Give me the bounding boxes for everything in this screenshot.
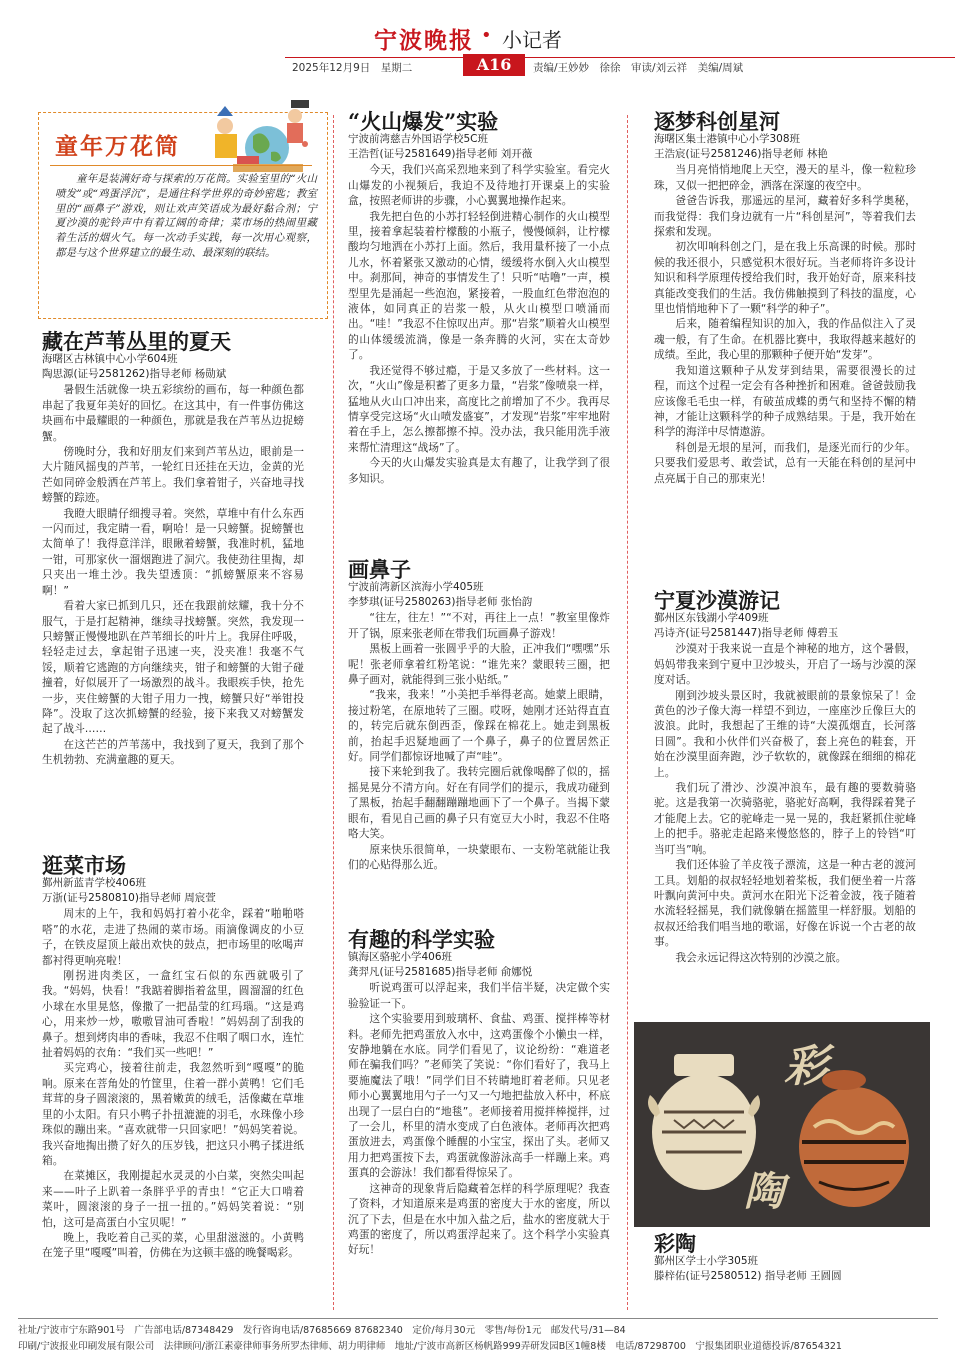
article-title: 有趣的科学实验	[348, 927, 495, 952]
footer-printing: 印刷/宁波报业印刷发展有限公司 法律顾问/浙江素豪律师事务所罗杰律师、胡力明律师 地址/宁波市高新区杨帆路999弄研发园B区1幢8楼 电话/87298700 宁报集团职业道德投诉/87654321	[18, 1341, 842, 1352]
paragraph: 我先把白色的小苏打轻轻倒进精心制作的火山模型里，接着拿起装着柠檬酸的小瓶子，慢慢倾斜，让柠檬酸均匀地洒在小苏打上面。然后，我用量杯接了一小点儿水，怀着紧张又激动的心情，缓缓将水倒入火山模型中。刹那间，神奇的事情发生了！只听“咕噜”一声，模型里先是涌起一些泡泡，紧接着，一股血红色带泡泡的液体，如同真正的岩浆一般，从火山模型口喷涌而出。“哇！”我忍不住惊叹出声。那“岩浆”顺着火山模型的山体缓缓流淌，像是一条奔腾的火河，实在太奇妙了。	[348, 209, 610, 362]
children-globe-illustration	[195, 86, 320, 181]
article-title: 逐梦科创星河	[654, 109, 780, 134]
paragraph: 接下来轮到我了。我转完圈后就像喝醉了似的，摇摇晃晃分不清方向。好在有同学们的提示，我成功碰到了黑板，抬起手翻翻蹦蹦地画下了一个鼻子。当揭下蒙眼布，看见自己画的鼻子只有宽豆大小时，我忍不住咯咯大笑。	[348, 765, 610, 841]
editors-credit: 责编/王妙妙 徐徐 审读/刘云祥 美编/周斌	[533, 62, 744, 74]
article-science-stars	[654, 109, 916, 486]
paragraph: 我会永远记得这次特别的沙漠之旅。	[675, 950, 847, 964]
article-volcano-experiment	[348, 109, 610, 486]
column-rule-1	[333, 115, 334, 1310]
paragraph: 今天，我们兴高采烈地来到了科学实验室。看完火山爆发的小视频后，我迫不及待地打开课桌上的实验盒，按照老师讲的步骤，小心翼翼地操作起来。	[348, 163, 610, 208]
issue-date: 2025年12月9日 星期二	[292, 62, 413, 74]
paragraph: 买完鸡心，接着往前走，我忽然听到“嘎嘎”的脆响。原来在菩角处的竹筐里，住着一群小黄鸭！它们毛茸茸的身子圆滚滚的，黑着嫩黄的绒毛，活像藏在草堆里的小太阳。有只小鸭子扑扭漉漉的羽毛，水珠像小珍珠似的蹦出来。“喜欢就带一只回家吧！”妈妈笑着说。我兴奋地掏出攒了好久的压岁钱，把这只小鸭子揉进纸箱。	[42, 1061, 304, 1167]
article-ningxia-desert	[654, 588, 916, 965]
article-science-experiment	[348, 927, 610, 1258]
art-char-tao: 陶	[744, 1168, 784, 1215]
paragraph: 暑假生活就像一块五彩缤纷的画布，每一种颜色都串起了我夏年美好的回忆。在这其中，有一件事仿佛这块画布中最耀眼的一种颜色，那就是我在芦苇丛边捉螃蟹。	[42, 383, 304, 443]
paragraph: 黑板上画着一张圆乎乎的大脸，正冲我们“嘿嘿”乐呢！张老师拿着红粉笔说：“谁先来？蒙眼转三圈，把鼻子画对，就能得到三张小贴纸。”	[348, 642, 610, 687]
article-school: 鄞州区东钱湖小学409班	[654, 612, 769, 625]
paragraph: 在菜摊区，我刚提起水灵灵的小白菜，突然尖叫起来——叶子上趴着一条胖乎乎的青虫！“它正大口啃着菜叶，圆滚滚的身子一扭一扭的。”妈妈笑着说：“别怕，这可是高蛋白小宝贝呢！”	[42, 1169, 304, 1229]
article-vegetable-market	[42, 853, 304, 1261]
art-school: 鄞州区学士小学305班	[654, 1255, 759, 1268]
paragraph: 沙漠对于我来说一直是个神秘的地方，这个暑假，妈妈带我来到宁夏中卫沙坡头，开启了一场与沙漠的深度对话。	[654, 642, 916, 687]
paragraph: 我知道这颗种子从发芽到结果，需要很漫长的过程，而这个过程一定会有各种挫折和困难。爸爸鼓励我应该像毛毛虫一样，有破茧成蝶的勇气和坚持不懈的精神，才能让这颗科学的种子成熟结果。于是，我开始在科学的海洋中尽情遨游。	[654, 363, 916, 439]
masthead-logo: 宁波晚报	[374, 27, 474, 54]
article-reed-summer	[42, 329, 304, 768]
art-credit	[654, 1231, 916, 1284]
paragraph: 看着大家已抓到几只，还在我跟前炫耀，我十分不服气，于是打起精神，继续寻找螃蟹。突然，我发现一只螃蟹正慢慢地趴在芦苇细长的叶片上。我屏住呼吸，轻轻走过去，拿起钳子迅速一夹，没夹准！我毫不气馁，顺着它逃跑的方向继续夹，钳子和螃蟹的大钳子碰撞着，好似展开了一场激烈的战斗。我眼疾手快，抢先一步，夹住螃蟹的大钳子用力一拽，螃蟹只好“举钳投降”。没取了这次抓螃蟹的经验，接下来我又对螃蟹发起了战斗……	[42, 599, 304, 736]
article-draw-nose	[348, 557, 610, 872]
paragraph: 初次叩响科创之门，是在我上乐高课的时候。那时候的我还很小，只感觉积木很好玩。当老师将许多设计知识和科学原理传授给我们时，我开始好奇，原来科技真能改变我们的生活。我仿佛触摸到了科技的温度，心里也悄悄地种下了一颗“科学的种子”。	[654, 240, 916, 316]
intro-title: 童年万花筒	[55, 133, 180, 160]
page-number: A16	[463, 54, 525, 76]
article-school: 镇海区骆驼小学406班	[348, 951, 453, 964]
art-title: 彩陶	[654, 1231, 696, 1256]
paragraph: 我们还体验了羊皮筏子漂流，这是一种古老的渡河工具。划船的叔叔轻轻地划着桨板，我们便坐着一片落叶飘向黄河中央。黄河水在阳光下泛着金波，筏子随着水流轻轻摇晃，我们就像躺在摇篮里一样舒服。划船的叔叔还给我们唱当地的歌谣，好像在诉说一个古老的故事。	[654, 858, 916, 949]
article-author: 王浩哲(证号2581649)指导老师 刘开薇	[348, 148, 533, 161]
paragraph: 当月亮悄悄地爬上天空，漫天的星斗，像一粒粒珍珠，又似一把把碎金，洒落在深邃的夜空中。	[654, 163, 916, 192]
paragraph: 科创是无垠的星河，而我们，是逐光而行的少年。只要我们爱思考、敢尝试，总有一天能在科创的星河中点亮属于自己的那束光！	[654, 440, 916, 485]
paragraph: 晚上，我吃着自己买的菜，心里甜滋滋的。小黄鸭在笼子里“嘎嘎”叫着，仿佛在为这顿丰盛的晚餐喝彩。	[42, 1230, 304, 1260]
paragraph: 听说鸡蛋可以浮起来，我们半信半疑，决定做个实验验证一下。	[348, 981, 610, 1010]
article-author: 李梦琪(证号2580263)指导老师 张怡韵	[348, 596, 533, 609]
intro-divider	[50, 165, 312, 166]
article-title: 宁夏沙漠游记	[654, 588, 780, 613]
art-char-cai: 彩	[784, 1041, 828, 1092]
paragraph: 这个实验要用到玻璃杯、食盐、鸡蛋、搅拌棒等材料。老师先把鸡蛋放入水中，这鸡蛋像个小懒虫一样，安静地躺在水底。同学们看见了，议论纷纷：“难道老师在骗我们吗？”老师笑了笑说：“你们看好了，我马上要施魔法了哦！”同学们目不转睛地盯着老师。只见老师小心翼翼地用勺子一勺又一勺地把盐放入杯中，杯底出现了一层白白的“地毯”。老师接着用搅拌棒搅拌，过了一会儿，杯里的清水变成了白色液体。老师再次把鸡蛋放进去，鸡蛋像个睡醒的小宝宝，探出了头。老师又用力把鸡蛋按下去，鸡蛋就像游泳高手一样蹦上来。鸡蛋真的会游泳！我们都看得惊呆了。	[348, 1012, 610, 1180]
paragraph: 刚到沙坡头景区时，我就被眼前的景象惊呆了！金黄色的沙子像大海一样望不到边，一座座沙丘像巨大的波浪。此时，我想起了王维的诗“大漠孤烟直，长河落日圆”。我和小伙伴们兴奋极了，套上亮色的鞋套，开始在沙漠里面奔跑，沙子软软的，就像踩在细细的棉花上。	[654, 688, 916, 779]
paragraph: 这神奇的现象背后隐藏着怎样的科学原理呢？我查了资料，才知道原来是鸡蛋的密度大于水的密度，所以沉了下去，但是在水中加入盐之后，盐水的密度就大于鸡蛋的密度了，所以鸡蛋浮起来了。这个科学小实验真好玩！	[348, 1181, 610, 1257]
article-school: 鄞州新蓝青学校406班	[42, 877, 147, 890]
header-rule	[285, 57, 955, 58]
column-name: 小记者	[502, 28, 562, 52]
article-school: 海曙区集士港镇中心小学308班	[654, 133, 801, 146]
article-school: 宁波前湾慈吉外国语学校5C班	[348, 133, 489, 146]
article-school: 海曙区古林镇中心小学604班	[42, 353, 178, 366]
art-author: 滕梓佑(证号2580512) 指导老师 王圆圆	[654, 1270, 842, 1283]
article-author: 龚羿凡(证号2581685)指导老师 俞娜悦	[348, 966, 533, 979]
paragraph: 我们玩了滑沙、沙漠冲浪车，最有趣的要数骑骆驼。这是我第一次骑骆驼，骆驼好高啊，我得踩着凳子才能爬上去。它的驼峰走一晃一晃的，我赶紧抓住驼峰上的把手。骆驼走起路来慢悠悠的，脖子上的铃铛“叮当叮当”响。	[654, 781, 916, 856]
painted-pottery-artwork	[634, 1022, 930, 1227]
paragraph: 后来，随着编程知识的加入，我的作品似注入了灵魂一般，有了生命。在机器比赛中，我取得越来越好的成绩。至此，我心里的那颗种子便开始“发芽”。	[654, 317, 916, 362]
paragraph: 刚拐进肉类区，一盒红宝石似的东西就吸引了我。“妈妈，快看！”我踮着脚指着盆里，圆溜溜的红色小球在水里晃悠，像撒了一把晶莹的红玛瑙。“这是鸡心，用来炒一炒，嗷嗷冒油可香啦！”妈妈刮了刮我的鼻子。想到烤肉串的香味，我忍不住咽了咽口水，连忙扯着妈妈的衣角：“我们买一些吧！”	[42, 969, 304, 1060]
paragraph: 在这芒芒的芦苇荡中，我找到了夏天，我到了那个生机勃勃、充满童趣的夏天。	[42, 737, 304, 767]
article-title: 画鼻子	[348, 557, 411, 582]
paragraph: 我瞪大眼睛仔细搜寻着。突然，草堆中有什么东西一闪而过，我定睛一看，啊哈！是一只螃蟹。捉螃蟹也太简单了！我得意洋洋，眼瞅着螃蟹，我准时机，猛地一钳，可那家伙一溜烟跑进了洞穴。我使劲往里掏，却只夹出一堆土沙。我失望透顶：“抓螃蟹原来不容易啊！”	[42, 506, 304, 597]
paragraph: 傍晚时分，我和好朋友们来到芦苇丛边，眼前是一大片随风摇曳的芦苇，一轮红日还挂在天边，金黄的光芒如同碎金般洒在芦苇上。我们拿着钳子，兴奋地寻找螃蟹的踪迹。	[42, 445, 304, 505]
article-title: “火山爆发”实验	[348, 109, 499, 134]
intro-text: 童年是装满好奇与探索的万花筒。实验室里的“火山喷发”或“鸡蛋浮沉”，是通往科学世界的奇妙密匙；教室里的“画鼻子”游戏，则让欢声笑语成为最好黏合剂；宁夏沙漠的驼铃声中有着辽阔的奇律；菜市场的热闹里藏着生活的烟火气。每一次动手实践，每一次用心观察，都是与这个世界建立的最生动、最深刻的联结。	[55, 173, 317, 259]
article-author: 王浩宸(证号2581246)指导老师 林艳	[654, 148, 828, 161]
footer-rule	[18, 1318, 938, 1319]
paragraph: “往左，往左！”“不对，再往上一点！”教室里像炸开了锅，原来张老师在带我们玩画鼻子游戏！	[348, 611, 610, 640]
footer-address: 社址/宁波市宁东路901号 广告部电话/87348429 发行咨询电话/87685669 87682340 定价/每月30元 零售/每份1元 邮发代号/31—84	[18, 1325, 626, 1336]
paragraph: 原来快乐很简单，一块蒙眼布、一支粉笔就能让我们的心贴得那么近。	[348, 842, 610, 871]
article-author: 冯诗齐(证号2581447)指导老师 傅碧玉	[654, 627, 839, 640]
article-title: 藏在芦苇丛里的夏天	[42, 329, 231, 354]
article-author: 万浙(证号2580810)指导老师 周宸萱	[42, 892, 216, 905]
column-rule-2	[627, 115, 628, 1310]
paragraph: “我来，我来！”小美把手举得老高。她蒙上眼睛，接过粉笔，在原地转了三圈。哎呀，她刚才还站得直直的，转完后就东倒西歪，像踩在棉花上。她走到黑板前，抬起手迟疑地画了一个鼻子，鼻子的位置居然正好。同学们都惊讶地喊了声“哇”。	[348, 688, 610, 764]
article-author: 陶思源(证号2581262)指导老师 杨勋斌	[42, 368, 227, 381]
paragraph: 我还觉得不够过瘾，于是又多放了一些材料。这一次，“火山”像是积蓄了更多力量，“岩浆”像喷泉一样，猛地从火山口冲出来，高度比之前增加了不少。我再尽情享受完这场“火山喷发盛宴”，才发现“岩浆”牢牢地附着在手上，怎么擦都擦不掉。没办法，我只能用洗手液来帮忙清理这“战场”了。	[348, 363, 610, 454]
article-title: 逛菜市场	[42, 853, 126, 878]
masthead-dot: •	[481, 25, 492, 46]
paragraph: 今天的火山爆发实验真是太有趣了，让我学到了很多知识。	[348, 456, 610, 485]
paragraph: 周末的上午，我和妈妈打着小花伞，踩着“啪啪嗒嗒”的水花，走进了热闹的菜市场。雨滴像调皮的小豆子，在铁皮屋顶上敲出欢快的鼓点，把市场里的吆喝声都衬得更响亮啦！	[42, 907, 304, 967]
article-school: 宁波前湾新区滨海小学405班	[348, 581, 484, 594]
paragraph: 爸爸告诉我，那遥远的星河，藏着好多科学奥秘，而我觉得：我们身边就有一片“科创星河”，等着我们去探索和发现。	[654, 194, 916, 239]
